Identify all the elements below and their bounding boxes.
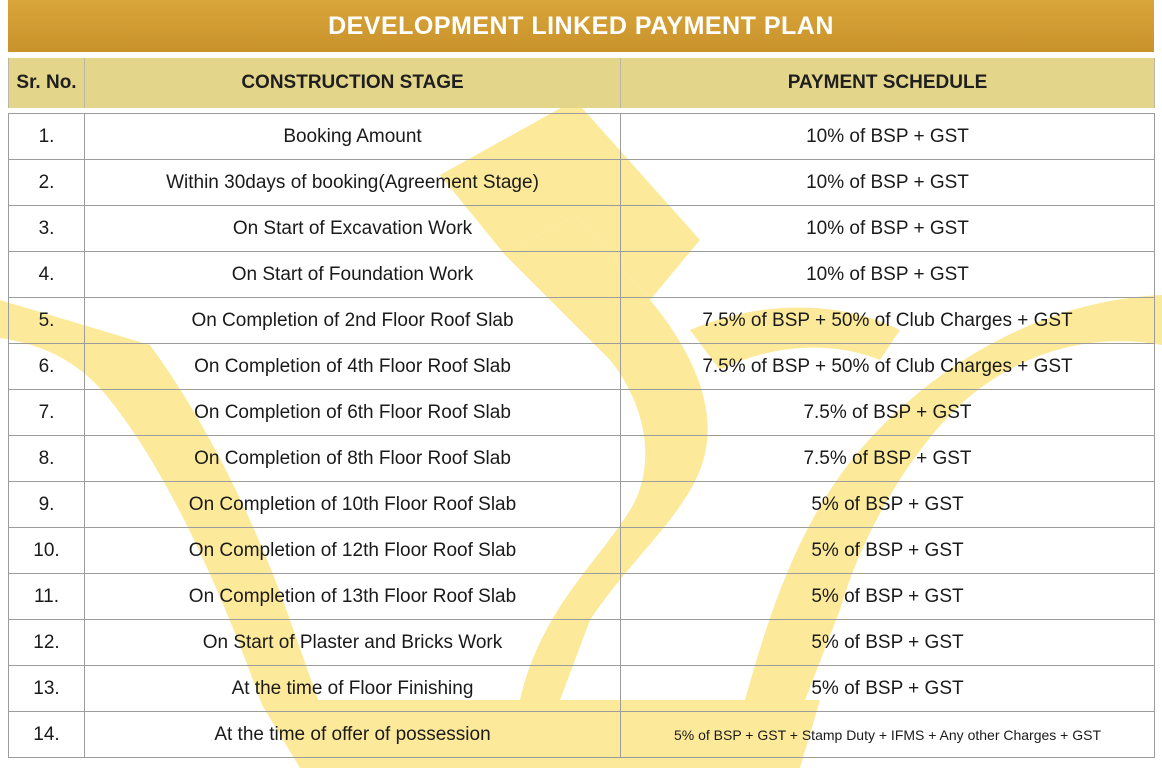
cell-stage: On Completion of 13th Floor Roof Slab [85, 574, 621, 620]
header-row [9, 58, 1155, 108]
cell-stage: On Completion of 2nd Floor Roof Slab [85, 298, 621, 344]
table-row [9, 666, 1155, 712]
table-row [9, 298, 1155, 344]
cell-stage: On Completion of 12th Floor Roof Slab [85, 528, 621, 574]
cell-payment: 5% of BSP + GST + Stamp Duty + IFMS + Any other Charges + GST [621, 712, 1155, 758]
cell-payment: 5% of BSP + GST [621, 528, 1155, 574]
cell-sr-no: 10. [9, 528, 85, 574]
cell-payment: 5% of BSP + GST [621, 666, 1155, 712]
cell-payment: 10% of BSP + GST [621, 206, 1155, 252]
table-row [9, 712, 1155, 758]
cell-stage: On Start of Foundation Work [85, 252, 621, 298]
cell-sr-no: 9. [9, 482, 85, 528]
cell-sr-no: 6. [9, 344, 85, 390]
table-header [8, 58, 1155, 108]
table-body [8, 113, 1155, 758]
cell-sr-no: 12. [9, 620, 85, 666]
header-construction-stage: CONSTRUCTION STAGE [85, 58, 621, 108]
cell-sr-no: 8. [9, 436, 85, 482]
cell-payment: 10% of BSP + GST [621, 160, 1155, 206]
table-row [9, 574, 1155, 620]
table-row [9, 160, 1155, 206]
cell-payment: 5% of BSP + GST [621, 574, 1155, 620]
cell-payment: 10% of BSP + GST [621, 114, 1155, 160]
cell-payment: 7.5% of BSP + GST [621, 436, 1155, 482]
cell-payment: 5% of BSP + GST [621, 482, 1155, 528]
cell-sr-no: 1. [9, 114, 85, 160]
cell-sr-no: 4. [9, 252, 85, 298]
cell-stage: On Start of Plaster and Bricks Work [85, 620, 621, 666]
table-row [9, 114, 1155, 160]
cell-payment: 7.5% of BSP + 50% of Club Charges + GST [621, 344, 1155, 390]
cell-sr-no: 14. [9, 712, 85, 758]
cell-stage: On Completion of 10th Floor Roof Slab [85, 482, 621, 528]
cell-sr-no: 2. [9, 160, 85, 206]
cell-stage: Within 30days of booking(Agreement Stage) [85, 160, 621, 206]
cell-stage: On Completion of 6th Floor Roof Slab [85, 390, 621, 436]
cell-sr-no: 13. [9, 666, 85, 712]
cell-payment: 10% of BSP + GST [621, 252, 1155, 298]
cell-stage: On Completion of 8th Floor Roof Slab [85, 436, 621, 482]
cell-stage: At the time of offer of possession [85, 712, 621, 758]
cell-sr-no: 3. [9, 206, 85, 252]
cell-stage: On Completion of 4th Floor Roof Slab [85, 344, 621, 390]
table-row [9, 390, 1155, 436]
table-title: DEVELOPMENT LINKED PAYMENT PLAN [8, 0, 1154, 52]
header-sr-no: Sr. No. [9, 58, 85, 108]
table-row [9, 528, 1155, 574]
table-row [9, 436, 1155, 482]
table-row [9, 620, 1155, 666]
table-row [9, 482, 1155, 528]
cell-sr-no: 7. [9, 390, 85, 436]
cell-sr-no: 5. [9, 298, 85, 344]
cell-stage: On Start of Excavation Work [85, 206, 621, 252]
payment-plan-table [8, 0, 1154, 758]
cell-payment: 5% of BSP + GST [621, 620, 1155, 666]
table-row [9, 206, 1155, 252]
cell-stage: At the time of Floor Finishing [85, 666, 621, 712]
cell-stage: Booking Amount [85, 114, 621, 160]
header-payment-schedule: PAYMENT SCHEDULE [621, 58, 1155, 108]
cell-payment: 7.5% of BSP + 50% of Club Charges + GST [621, 298, 1155, 344]
table-row [9, 344, 1155, 390]
table-row [9, 252, 1155, 298]
cell-sr-no: 11. [9, 574, 85, 620]
cell-payment: 7.5% of BSP + GST [621, 390, 1155, 436]
